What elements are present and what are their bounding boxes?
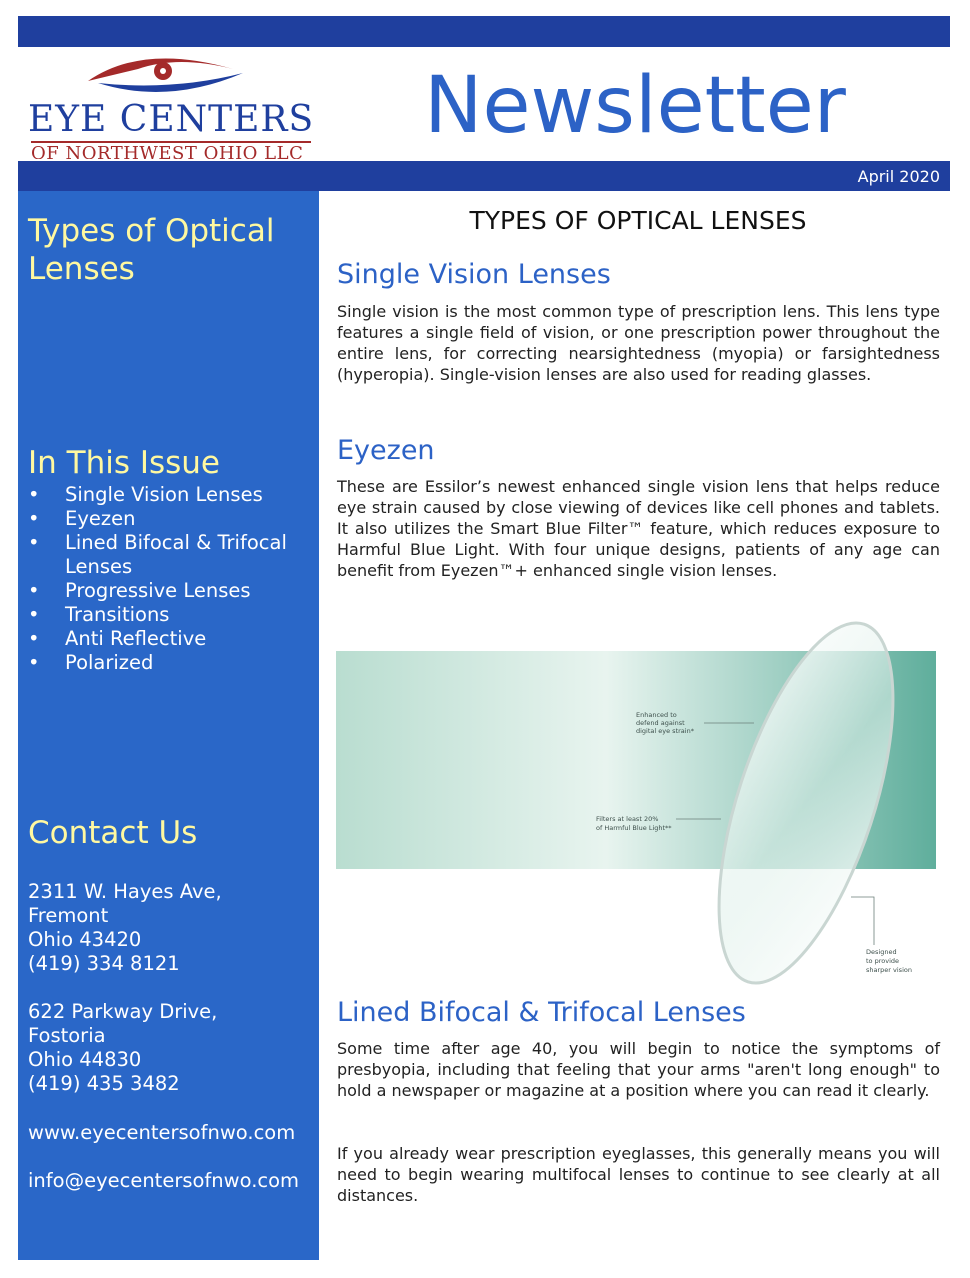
eyezen-heading: Eyezen bbox=[337, 435, 435, 466]
eye-logo-icon bbox=[83, 47, 248, 97]
callout2-line1: Filters at least 20% bbox=[596, 815, 659, 823]
website-link[interactable]: www.eyecentersofnwo.com bbox=[28, 1121, 296, 1144]
fostoria-state-zip: Ohio 44830 bbox=[28, 1048, 142, 1071]
fremont-phone[interactable]: (419) 334 8121 bbox=[28, 952, 180, 975]
fremont-state-zip: Ohio 43420 bbox=[28, 928, 142, 951]
in-this-issue-title: In This Issue bbox=[28, 445, 221, 481]
callout1-line1: Enhanced to bbox=[636, 711, 677, 719]
issue-item-polarized: • Polarized bbox=[28, 651, 313, 675]
email-link[interactable]: info@eyecentersofnwo.com bbox=[28, 1169, 300, 1192]
fostoria-city: Fostoria bbox=[28, 1024, 106, 1047]
fostoria-address bbox=[28, 1000, 217, 1096]
callout1-line2: defend against bbox=[636, 719, 685, 727]
fremont-street: 2311 W. Hayes Ave, bbox=[28, 880, 222, 903]
logo-line-1: EYE CENTERS bbox=[28, 99, 315, 140]
issue-item-transitions: • Transitions bbox=[28, 603, 313, 627]
callout1-line3: digital eye strain* bbox=[636, 727, 694, 735]
page-title: TYPES OF OPTICAL LENSES bbox=[469, 206, 807, 235]
sidebar-topic-title: Types of Optical Lenses bbox=[28, 213, 275, 287]
sidebar bbox=[18, 191, 319, 1260]
single-vision-heading: Single Vision Lenses bbox=[337, 259, 611, 290]
fremont-address bbox=[28, 880, 222, 976]
contact-us-title: Contact Us bbox=[28, 815, 198, 851]
issue-item-anti-reflective: • Anti Reflective bbox=[28, 627, 313, 651]
bifocal-body-2: If you already wear prescription eyeglasses, this generally means you will need to begin wearing multifocal lenses to continue to see clearly at all distances. bbox=[337, 1144, 940, 1205]
callout3-line2: to provide bbox=[866, 957, 900, 965]
date-bar bbox=[18, 161, 950, 191]
callout2-line2: of Harmful Blue Light** bbox=[596, 824, 672, 832]
eye-centers-logo bbox=[18, 47, 315, 160]
top-banner-bar bbox=[18, 16, 950, 47]
fostoria-street: 622 Parkway Drive, bbox=[28, 1000, 218, 1023]
issue-list bbox=[28, 483, 313, 675]
masthead-title: Newsletter bbox=[424, 61, 846, 151]
issue-date: April 2020 bbox=[857, 167, 940, 186]
issue-item-single-vision: • Single Vision Lenses bbox=[28, 483, 313, 507]
bifocal-body-1: Some time after age 40, you will begin to notice the symptoms of presbyopia, including that feeling that your arms "aren't long enough" to hold a newspaper or magazine at a position where you can read it clearly. bbox=[337, 1039, 940, 1100]
issue-item-eyezen: • Eyezen bbox=[28, 507, 313, 531]
callout3-line3: sharper vision bbox=[866, 966, 912, 974]
fremont-city: Fremont bbox=[28, 904, 109, 927]
issue-item-progressive: • Progressive Lenses bbox=[28, 579, 313, 603]
single-vision-body: Single vision is the most common type of prescription lens. This lens type features a single field of vision, or one prescription power throughout the entire lens, for correcting nearsightedness (myopia) or farsightedness (hyperopia). Single-vision lenses are also used for reading glasses. bbox=[337, 302, 940, 384]
fostoria-phone[interactable]: (419) 435 3482 bbox=[28, 1072, 180, 1095]
logo-line-2: OF NORTHWEST OHIO LLC bbox=[31, 141, 311, 159]
eyezen-body: These are Essilor’s newest enhanced single vision lens that helps reduce eye strain caused by close viewing of devices like cell phones and tablets. It also utilizes the Smart Blue Filter™ feature, which reduces exposure to Harmful Blue Light. With four unique designs, patients of any age can benefit from Eyezen™+ enhanced single vision lenses. bbox=[337, 477, 940, 580]
bifocal-heading: Lined Bifocal & Trifocal Lenses bbox=[337, 997, 746, 1028]
issue-item-bifocal-trifocal: • Lined Bifocal & Trifocal Lenses bbox=[28, 531, 313, 579]
callout3-line1: Designed bbox=[866, 948, 897, 956]
eyezen-lens-image bbox=[336, 615, 940, 990]
